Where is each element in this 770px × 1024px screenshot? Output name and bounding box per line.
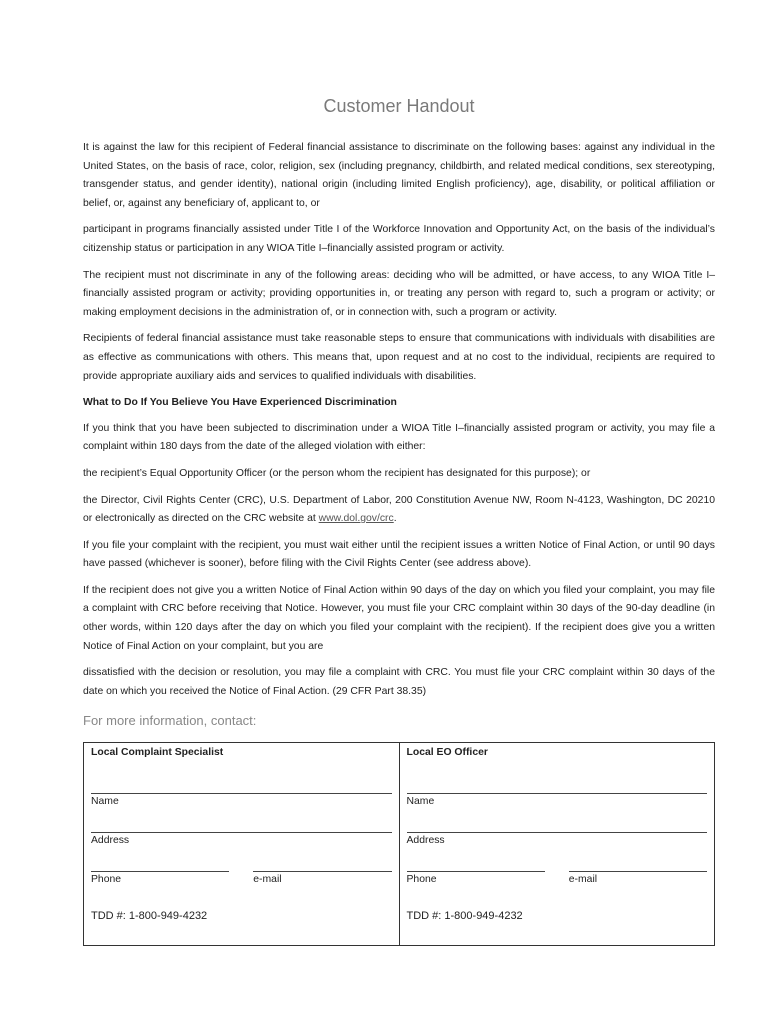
phone-line[interactable]: [407, 857, 545, 872]
email-block: [569, 857, 707, 896]
name-label: Name: [91, 796, 119, 807]
phone-email-row: [407, 857, 708, 896]
paragraph-no-notice: If the recipient does not give you a written Notice of Final Action within 90 days of the day on which you filed your complaint, you may file a complaint with CRC before receiving that Notice. However, you must file your CRC complaint within 30 days of the 90-day deadline (in other words, within 120 days after the day on which you filed your complaint with the recipient). If the recipient does give you a written Notice of Final Action on your complaint, but you are: [83, 584, 715, 652]
address-line[interactable]: [407, 818, 708, 833]
tdd-number: TDD #: 1-800-949-4232: [406, 910, 523, 922]
crc-end: .: [393, 513, 397, 525]
tdd-number: TDD #: 1-800-949-4232: [91, 910, 208, 922]
paragraph-eo-officer: the recipient’s Equal Opportunity Officer (or the person whom the recipient has designated for this purpose); or: [83, 467, 591, 479]
address-label: Address: [91, 835, 130, 846]
name-line[interactable]: [91, 779, 392, 794]
contact-label: For more information, contact:: [83, 713, 257, 729]
phone-block: [91, 857, 229, 896]
contact-title: Local Complaint Specialist: [91, 747, 224, 758]
paragraph-areas: The recipient must not discriminate in any of the following areas: deciding who will be admitted, or have access, to any WIOA Title I–financially assisted program or activity; providing opportunities in, or treating any person with regard to, such a program or activity; or making employment decisions in the administration of, or in connection with, such a program or activity.: [83, 269, 715, 318]
paragraph-disabilities: Recipients of federal financial assistance must take reasonable steps to ensure that communications with individuals with disabilities are as effective as communications with others. This means that, upon request and at no cost to the individual, recipients are required to provide appropriate auxiliary aids and services to qualified individuals with disabilities.: [83, 333, 715, 382]
contact-title: Local EO Officer: [406, 747, 488, 758]
contact-cell-complaint-specialist: [84, 743, 400, 946]
contact-table: [83, 742, 715, 946]
crc-link[interactable]: www.dol.gov/crc: [318, 513, 394, 525]
paragraph-wait: If you file your complaint with the recipient, you must wait either until the recipient issues a written Notice of Final Action, or until 90 days have passed (whichever is sooner), before filing with the Civil Rights Center (see address above).: [83, 539, 715, 570]
phone-email-row: [91, 857, 392, 896]
paragraph-participant: participant in programs financially assisted under Title I of the Workforce Innovation and Opportunity Act, on the basis of the individual’s citizenship status or participation in any WIOA Title I–financially assisted program or activity.: [83, 224, 715, 254]
paragraph-dissatisfied: dissatisfied with the decision or resolution, you may file a complaint with CRC. You must file your CRC complaint within 30 days of the date on which you received the Notice of Final Action. (29 CFR Part 38.35): [83, 667, 715, 697]
paragraph-intro: It is against the law for this recipient of Federal financial assistance to discriminate on the following bases: against any individual in the United States, on the basis of race, color, religion, sex (including pregnancy, childbirth, and related medical conditions, sex stereotyping, transgender status, and gender identity), national origin (including limited English proficiency), age, disability, or political affiliation or belief, or, against any beneficiary of, applicant to, or: [83, 142, 715, 209]
address-label: Address: [406, 835, 445, 846]
phone-line[interactable]: [91, 857, 229, 872]
phone-label: Phone: [91, 874, 122, 885]
email-label: e-mail: [568, 874, 598, 885]
page-title: Customer Handout: [323, 96, 475, 116]
address-line[interactable]: [91, 818, 392, 833]
phone-block: [407, 857, 545, 896]
name-line[interactable]: [407, 779, 708, 794]
crc-text: the Director, Civil Rights Center (CRC), U.S. Department of Labor, 200 Constitution Avenue NW, Room N-4123, Washington, DC 20210 or electronically as directed on the CRC website at: [83, 494, 715, 525]
phone-label: Phone: [406, 874, 437, 885]
document-body: [83, 139, 715, 734]
email-block: [253, 857, 391, 896]
email-label: e-mail: [253, 874, 282, 885]
name-label: Name: [406, 796, 435, 807]
section-heading: What to Do If You Believe You Have Experienced Discrimination: [83, 397, 397, 409]
paragraph-crc: [83, 492, 715, 529]
email-line[interactable]: [253, 857, 391, 872]
email-line[interactable]: [569, 857, 707, 872]
paragraph-complaint: If you think that you have been subjected to discrimination under a WIOA Title I–financially assisted program or activity, you may file a complaint within 180 days from the date of the alleged violation with either:: [83, 422, 715, 453]
contact-cell-eo-officer: [399, 743, 715, 946]
